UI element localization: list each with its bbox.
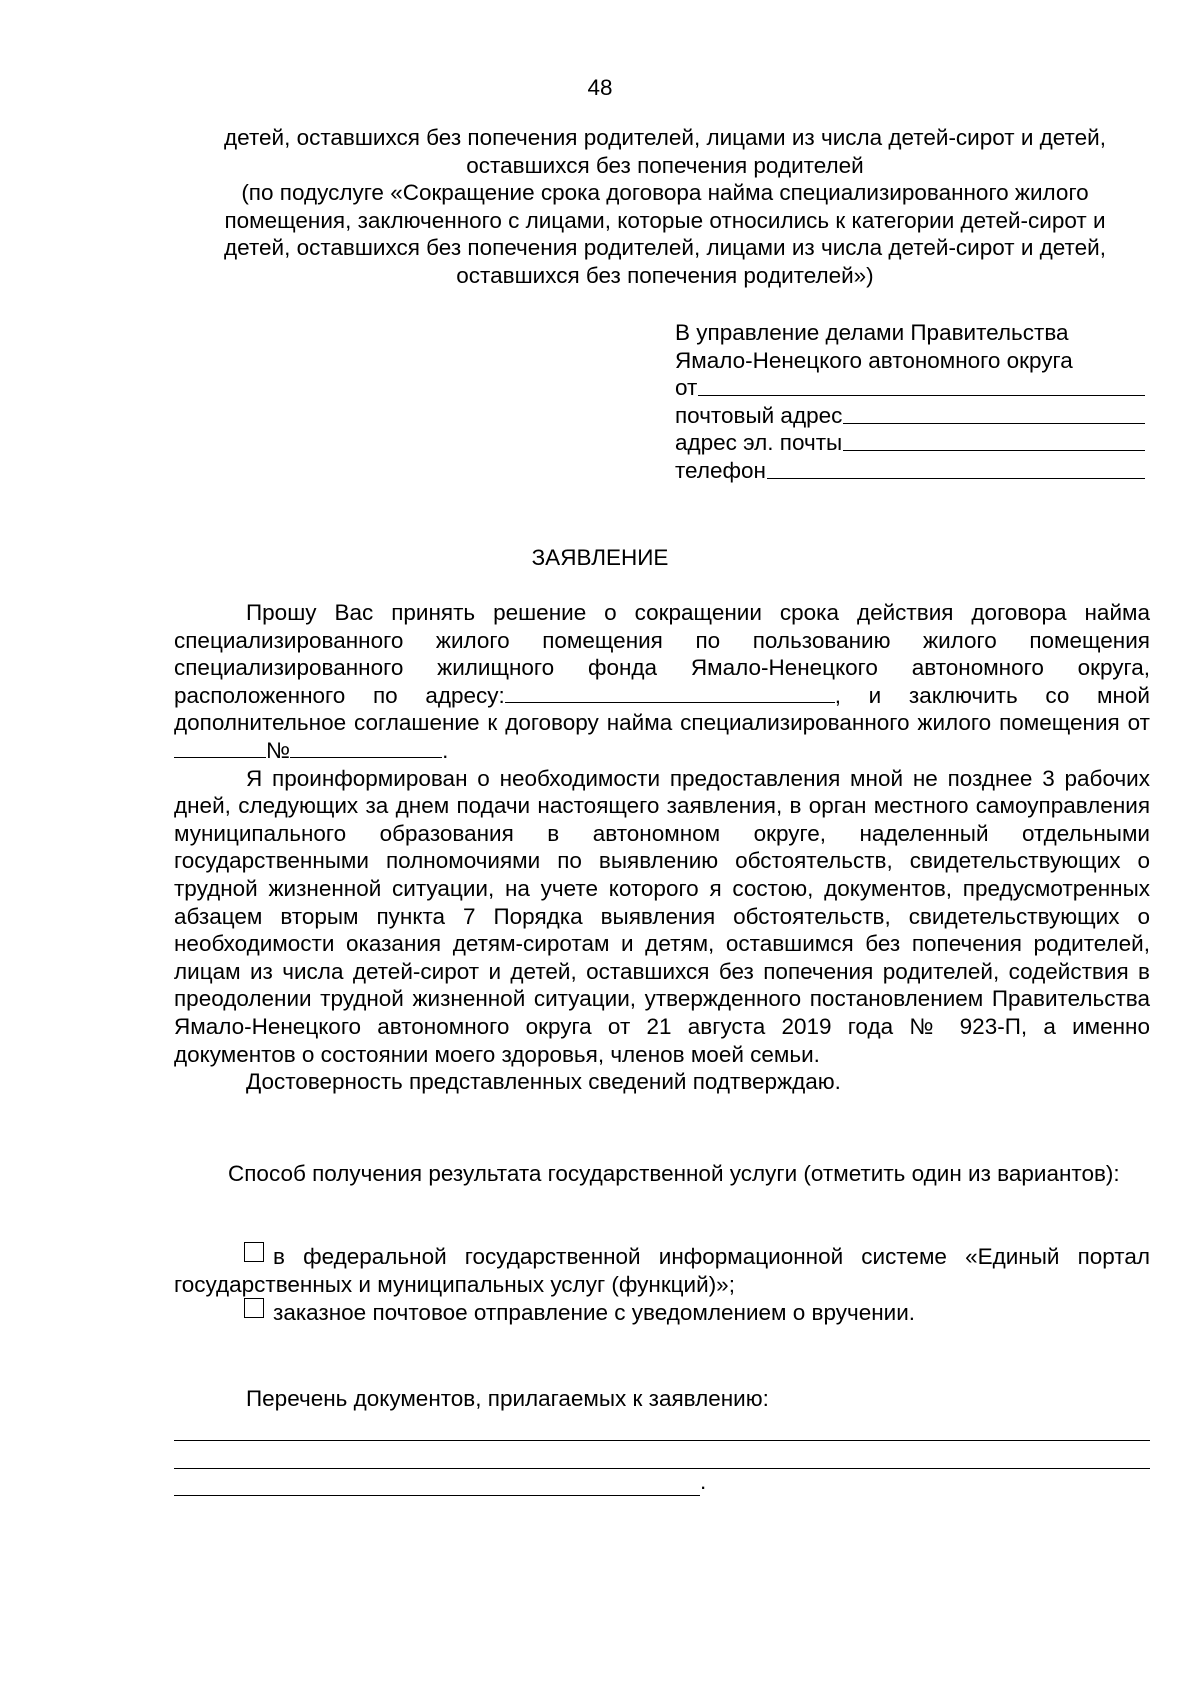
options-section — [174, 1242, 1150, 1327]
checkbox-portal[interactable] — [244, 1242, 264, 1262]
contract-date-blank[interactable] — [174, 739, 266, 758]
documents-label: Перечень документов, прилагаемых к заявлению: — [246, 1386, 769, 1411]
recipient-line — [675, 347, 1145, 375]
request-text: Прошу Вас принять решение о сокращении срока действия договора найма специализированного жилого помещения по пользованию жилого помещения специализированного жилищного фонда Ямало-Ненецкого автономного округа, расположенного по адресу: — [174, 600, 1150, 708]
period: . — [442, 737, 449, 763]
number-sign: № — [266, 737, 291, 763]
email-blank[interactable] — [843, 429, 1145, 451]
contract-number-blank[interactable] — [290, 739, 442, 758]
option-mail-label: заказное почтовое отправление с уведомлением о вручении. — [273, 1300, 916, 1326]
option-mail — [174, 1298, 1150, 1327]
phone-blank[interactable] — [767, 457, 1145, 479]
recipient-region: Ямало-Ненецкого автономного округа — [675, 347, 1073, 373]
informed-paragraph: Я проинформирован о необходимости предоставления мной не позднее 3 рабочих дней, следующих за днем подачи настоящего заявления, в орган местного самоуправления муниципального образования в автономном округе, наделенный отдельными государственными полномочиями по выявлению обстоятельств, свидетельствующих о трудной жизненной ситуации, на учете которого я состою, документов, предусмотренных абзацем вторым пункта 7 Порядка выявления обстоятельств, свидетельствующих о необходимости оказания детям-сиротам и детям, оставшимся без попечения родителей, лицам из числа детей-сирот и детей, оставшихся без попечения родителей, содействия в преодолении трудной жизненной ситуации, утвержденного постановлением Правительства Ямало-Ненецкого автономного округа от 21 августа 2019 года № 923-П, а именно документов о состоянии моего здоровья, членов моей семьи. — [174, 765, 1150, 1067]
header-line: (по подуслуге «Сокращение срока договора найма специализированного жилого — [241, 180, 1089, 206]
from-label: от — [675, 375, 698, 401]
header-line: оставшихся без попечения родителей») — [456, 262, 874, 288]
request-paragraph — [174, 599, 1150, 765]
recipient-line — [675, 319, 1145, 347]
confirmation-paragraph: Достоверность представленных сведений подтверждаю. — [246, 1069, 841, 1095]
documents-section — [174, 1385, 1150, 1496]
postal-address-field[interactable] — [675, 402, 1145, 430]
header-line: оставшихся без попечения родителей — [466, 152, 864, 178]
recipient-block — [675, 319, 1145, 485]
email-label: адрес эл. почты — [675, 430, 843, 456]
email-field[interactable] — [675, 429, 1145, 457]
application-body — [174, 599, 1150, 1096]
method-section — [174, 1160, 1150, 1188]
documents-blank-line[interactable] — [174, 1413, 1150, 1441]
option-portal-label: в федеральной государственной информационной системе «Единый портал государственных и муниципальных услуг (функций)»; — [174, 1244, 1150, 1297]
postal-address-label: почтовый адрес — [675, 402, 843, 428]
documents-end-period: . — [700, 1469, 707, 1494]
header-line: помещения, заключенного с лицами, которые относились к категории детей-сирот и — [224, 207, 1106, 233]
request-text-continued: , и заключить со мной дополнительное соглашение к договору найма специализированного жилого помещения от — [174, 682, 1150, 736]
documents-last-row — [174, 1469, 1150, 1496]
checkbox-mail[interactable] — [244, 1298, 264, 1318]
phone-field[interactable] — [675, 457, 1145, 485]
phone-label: телефон — [675, 457, 766, 483]
page-number: 48 — [587, 75, 613, 100]
postal-address-blank[interactable] — [843, 402, 1145, 424]
header-line: детей, оставшихся без попечения родителей, лицами из числа детей-сирот и детей, — [224, 235, 1106, 261]
document-title: ЗАЯВЛЕНИЕ — [531, 545, 669, 570]
documents-blank-line[interactable] — [174, 1441, 1150, 1469]
header-line: детей, оставшихся без попечения родителей, лицами из числа детей-сирот и детей, — [224, 125, 1106, 150]
document-header — [174, 124, 1156, 290]
documents-blank-line[interactable] — [174, 1471, 700, 1496]
option-portal — [174, 1242, 1150, 1298]
from-field[interactable] — [675, 374, 1145, 402]
method-label: Способ получения результата государственной услуги (отметить один из вариантов): — [228, 1161, 1120, 1186]
recipient-name: В управление делами Правительства — [675, 320, 1069, 345]
address-blank[interactable] — [505, 684, 835, 703]
from-blank[interactable] — [698, 374, 1145, 396]
